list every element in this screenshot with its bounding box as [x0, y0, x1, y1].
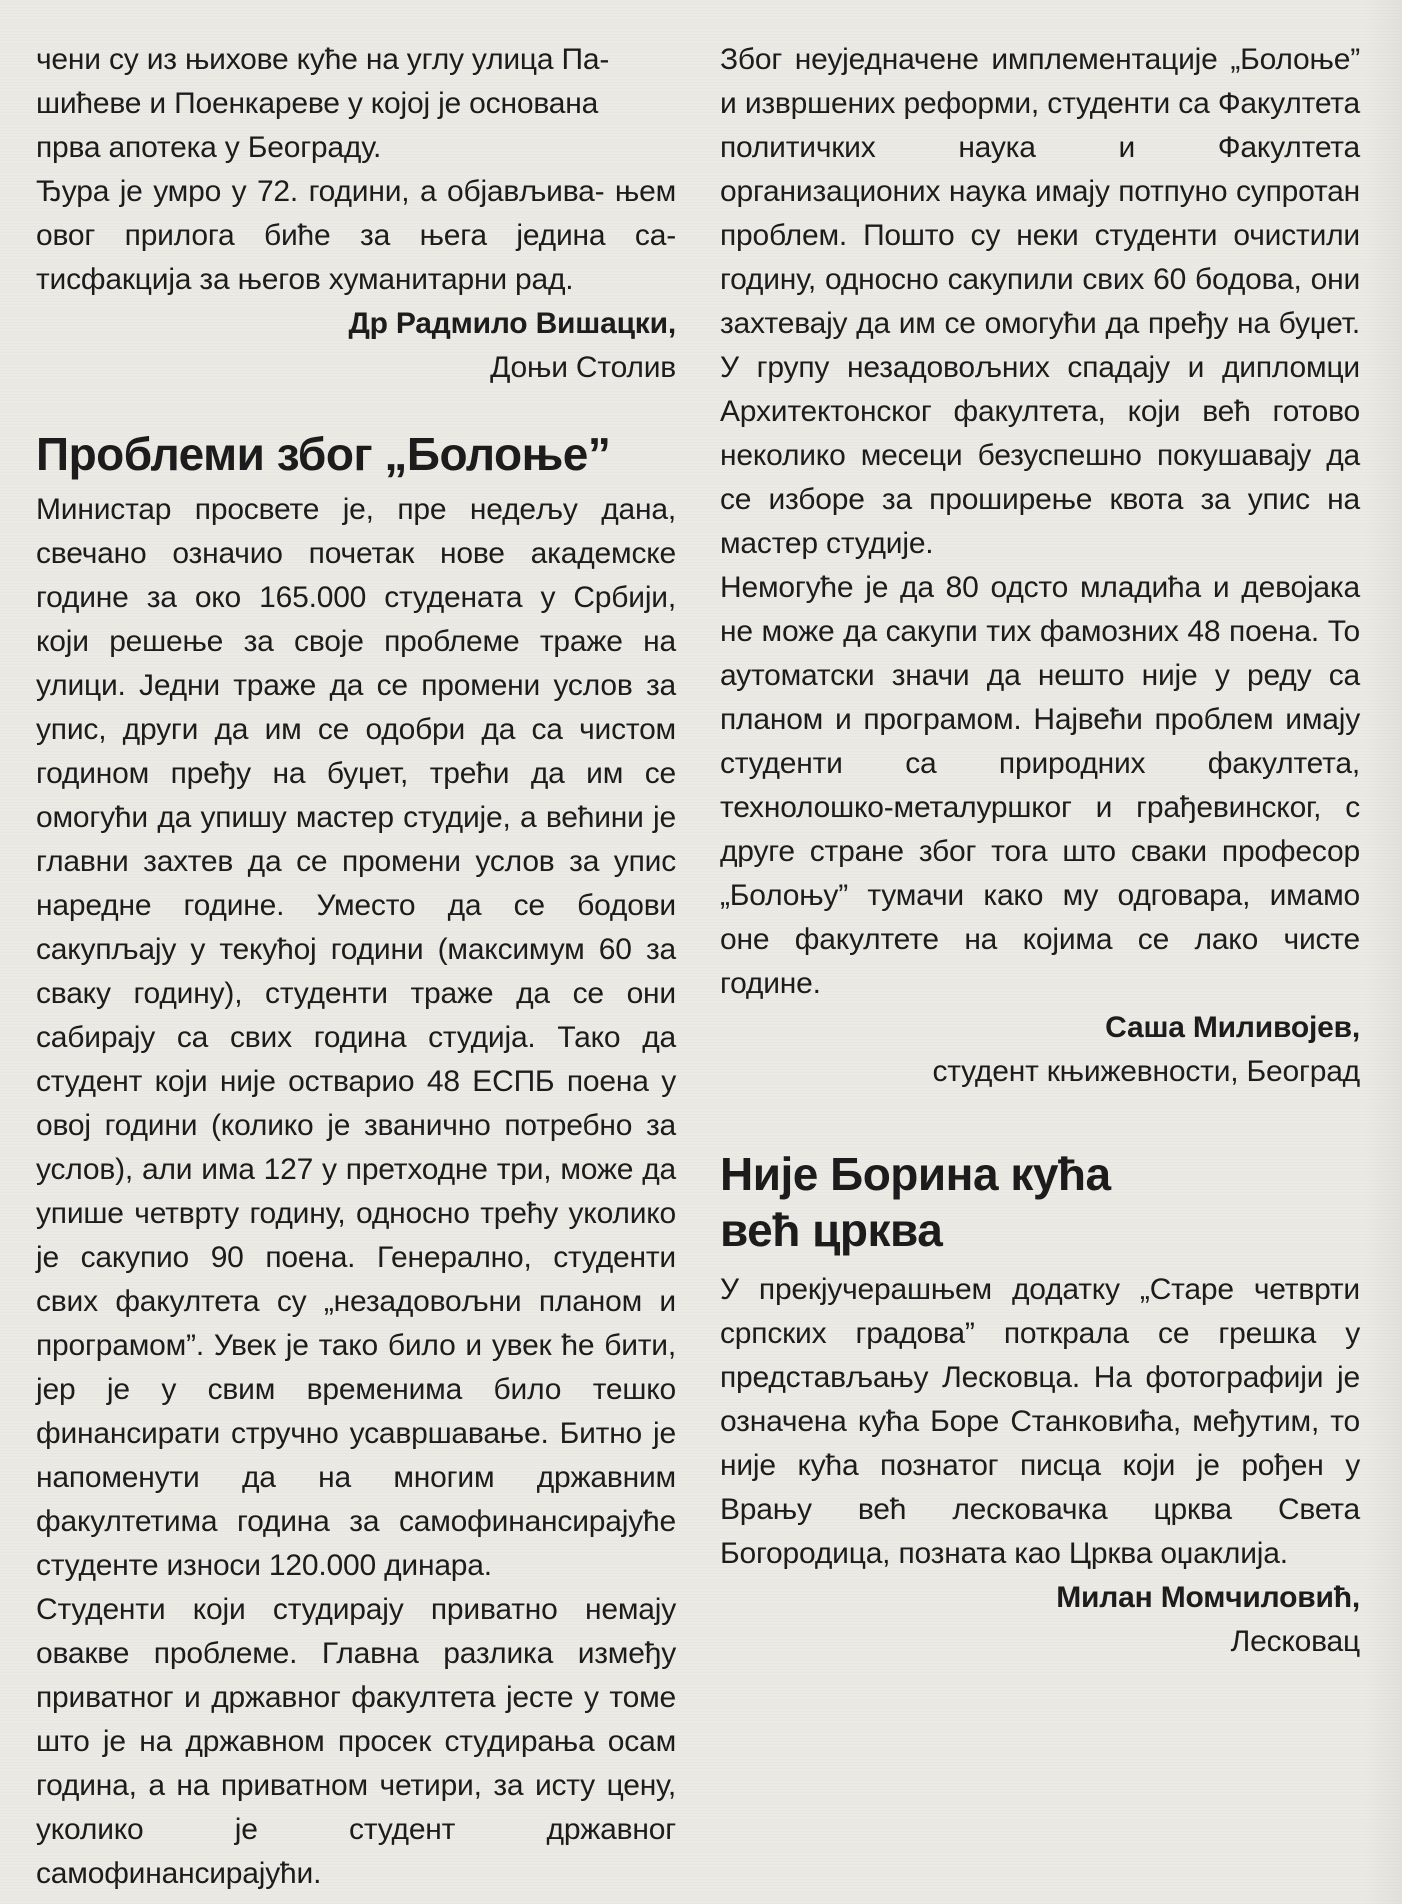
letter3-headline-line-2: већ црква	[720, 1204, 943, 1256]
letter1-line-2: шићеве и Поенкареве у којој је основана	[36, 87, 599, 120]
letter1-line-3: прва апотека у Београду.	[36, 131, 382, 164]
right-column	[720, 38, 1360, 1664]
column-gutter	[686, 0, 706, 1904]
left-column	[36, 38, 676, 1896]
letter2-paragraph-4: Немогуће је да 80 одсто младића и девојака не може да сакупи тих фамозних 48 поена. То аутоматски значи да нешто није у реду са планом и програмом. Највећи проблем имају студенти са природних факултета, технолошко-металуршког и грађевинског, с друге стране због тога што сваки професор „Болоњу” тумачи како му одговара, имамо оне факултете на којима се лако чисте године.	[720, 571, 1360, 1000]
letter3-place: Лесковац	[1230, 1625, 1360, 1658]
letter1-line-1: чени су из њихове куће на углу улица Па-	[36, 43, 610, 76]
letter2-paragraph-2: Студенти који студирају приватно немају овакве проблеме. Главна разлика између приватног и државног факултета јесте у томе што је на државном просек студирања осам година, а на приватном четири, за исту цену, уколико је студент државног самофинансирајући.	[36, 1593, 676, 1890]
letter1-author: Др Радмило Вишацки,	[348, 307, 676, 340]
letter3-headline	[720, 1146, 1360, 1258]
letter3-headline-line-1: Није Борина кућа	[720, 1148, 1111, 1200]
letter2-paragraph-1: Министар просвете је, пре недељу дана, свечано означио почетак нове академске године за око 165.000 студената у Србији, који решење за своје проблеме траже на улици. Једни траже да се промени услов за упис, други да им се одобри да са чистом годином пређу на буџет, трећи да им се омогући да упишу мастер студије, а већини је главни захтев да се промени услов за упис наредне године. Уместо да се бодови сакупљају у текућој години (максимум 60 за сваку годину), студенти траже да се они сабирају са свих година студија. Тако да студент који није остварио 48 ЕСПБ поена у овој години (колико је званично потребно за услов), али има 127 у претходне три, може да упише четврту годину, односно трећу уколико је сакупио 90 поена. Генерално, студенти свих факултета су „незадовољни планом и програмом”. Увек је тако било и увек ће бити, јер је у свим временима било тешко финансирати стручно усавршавање. Битно је напоменути да на многим државним факултетима година за самофинансирајуће студенте износи 120.000 динара.	[36, 493, 676, 1582]
letter3-author: Милан Момчиловић,	[1056, 1581, 1360, 1614]
page-edge-shadow	[1364, 0, 1402, 1904]
letter2-paragraph-3: Због неуједначене имплементације „Болоње” и извршених реформи, студенти са Факултета политичких наука и Факултета организационих наука имају потпуно супротан проблем. Пошто су неки студенти очистили годину, односно сакупили свих 60 бодова, они захтевају да им се омогући да пређу на буџет. У групу незадовољних спадају и дипломци Архитектонског факултета, који већ готово неколико месеци безуспешно покушавају да се изборе за проширење квота за упис на мастер студије.	[720, 43, 1360, 560]
letter2-place: студент књижевности, Београд	[932, 1055, 1360, 1088]
letter2-headline: Проблеми због „Болоње”	[36, 428, 611, 480]
letter3-paragraph-1: У прекјучерашњем додатку „Старе четврти српских градова” поткрала се грешка у представљању Лесковца. На фотографији је означена кућа Боре Станковића, међутим, то није кућа познатог писца који је рођен у Врању већ лесковачка црква Света Богородица, позната као Црква оџаклија.	[720, 1273, 1360, 1570]
letter1-paragraph-2: Ђура је умро у 72. години, а објављива- њем овог прилога биће за њега једина са- тисфакција за његов хуманитарни рад.	[36, 175, 676, 296]
letter2-author: Саша Миливојев,	[1105, 1011, 1360, 1044]
letter1-place: Доњи Столив	[490, 351, 676, 384]
